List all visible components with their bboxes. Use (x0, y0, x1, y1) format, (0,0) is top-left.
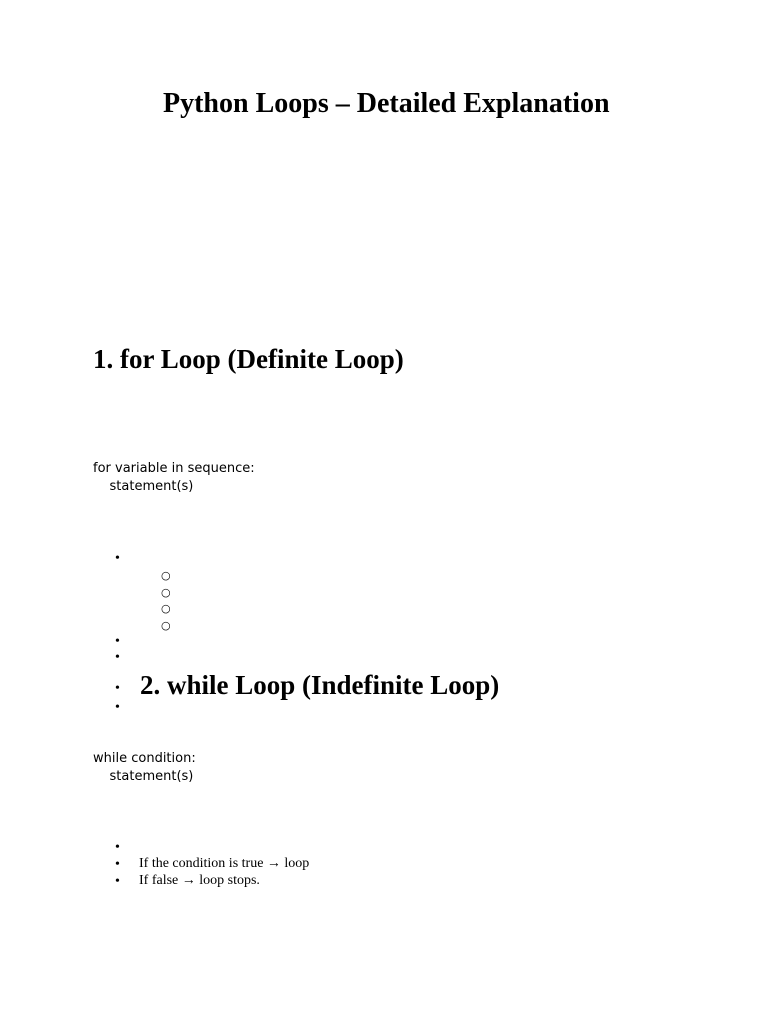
section-heading-while-loop: 2. while Loop (Indefinite Loop) (140, 670, 500, 700)
code-block-for-syntax: for variable in sequence: statement(s) (93, 461, 255, 494)
list-bullet (115, 634, 120, 650)
list-item-condition-true: If the condition is true → loop (139, 856, 310, 871)
section-heading-for-loop: 1. for Loop (Definite Loop) (93, 344, 404, 374)
list-sub-bullet (161, 601, 171, 617)
list-bullet (115, 551, 120, 567)
list-bullet (115, 681, 120, 697)
list-sub-bullet (161, 568, 171, 584)
list-item-condition-false: If false → loop stops. (139, 873, 260, 888)
list-bullet (115, 857, 120, 873)
code-block-while-syntax: while condition: statement(s) (93, 751, 196, 784)
list-bullet (115, 700, 120, 716)
list-bullet (115, 874, 120, 890)
list-bullet (115, 840, 120, 856)
list-sub-bullet (161, 585, 171, 601)
list-bullet (115, 650, 120, 666)
list-sub-bullet (161, 618, 171, 634)
page-title: Python Loops – Detailed Explanation (163, 88, 610, 119)
